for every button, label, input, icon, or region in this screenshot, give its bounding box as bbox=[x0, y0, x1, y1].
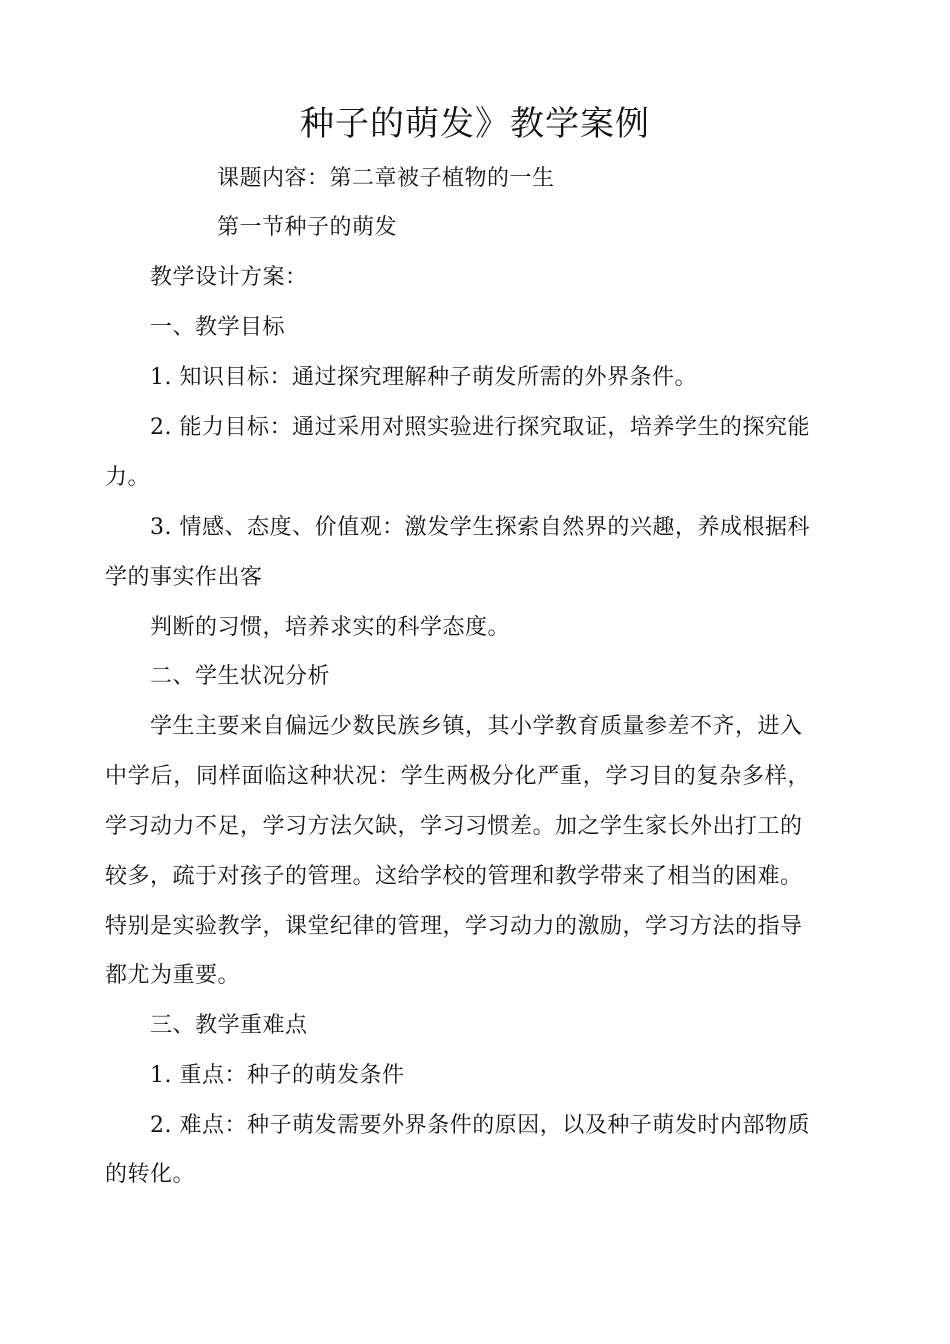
key-difficulties-heading: 三、教学重难点 bbox=[150, 1013, 308, 1038]
ability-goal-line: 2. 能力目标：通过采用对照实验进行探究取证，培养学生的探究能 bbox=[150, 415, 810, 440]
section-heading-line: 第一节种子的萌发 bbox=[217, 215, 398, 240]
analysis-paragraph-line-5: 特别是实验教学，课堂纪律的管理，学习动力的激励，学习方法的指导 bbox=[105, 914, 803, 939]
analysis-paragraph-line-3: 学习动力不足，学习方法欠缺，学习习惯差。加之学生家长外出打工的 bbox=[105, 814, 803, 839]
document-title: 种子的萌发》教学案例 bbox=[300, 104, 650, 144]
analysis-paragraph-line-1: 学生主要来自偏远少数民族乡镇，其小学教育质量参差不齐，进入 bbox=[150, 714, 803, 739]
emotion-goal-line: 3. 情感、态度、价值观：激发学生探索自然界的兴趣，养成根据科 bbox=[150, 515, 810, 540]
difficulty-line: 2. 难点：种子萌发需要外界条件的原因，以及种子萌发时内部物质 bbox=[150, 1113, 810, 1138]
analysis-paragraph-line-4: 较多，疏于对孩子的管理。这给学校的管理和教学带来了相当的困难。 bbox=[105, 864, 803, 889]
design-plan-heading: 教学设计方案： bbox=[150, 265, 308, 290]
difficulty-continuation: 的转化。 bbox=[105, 1162, 196, 1187]
judgement-habit-line: 判断的习惯，培养求实的科学态度。 bbox=[150, 615, 511, 640]
student-analysis-heading: 二、学生状况分析 bbox=[150, 664, 331, 689]
course-content-line: 课题内容：第二章被子植物的一生 bbox=[217, 166, 555, 191]
ability-goal-continuation: 力。 bbox=[105, 465, 151, 490]
emotion-goal-continuation: 学的事实作出客 bbox=[105, 565, 263, 590]
knowledge-goal-line: 1. 知识目标：通过探究理解种子萌发所需的外界条件。 bbox=[150, 365, 697, 390]
key-point-line: 1. 重点：种子的萌发条件 bbox=[150, 1063, 405, 1088]
teaching-goals-heading: 一、教学目标 bbox=[150, 315, 286, 340]
analysis-paragraph-line-2: 中学后，同样面临这种状况：学生两极分化严重，学习目的复杂多样， bbox=[105, 764, 810, 789]
analysis-paragraph-line-6: 都尤为重要。 bbox=[105, 963, 241, 988]
